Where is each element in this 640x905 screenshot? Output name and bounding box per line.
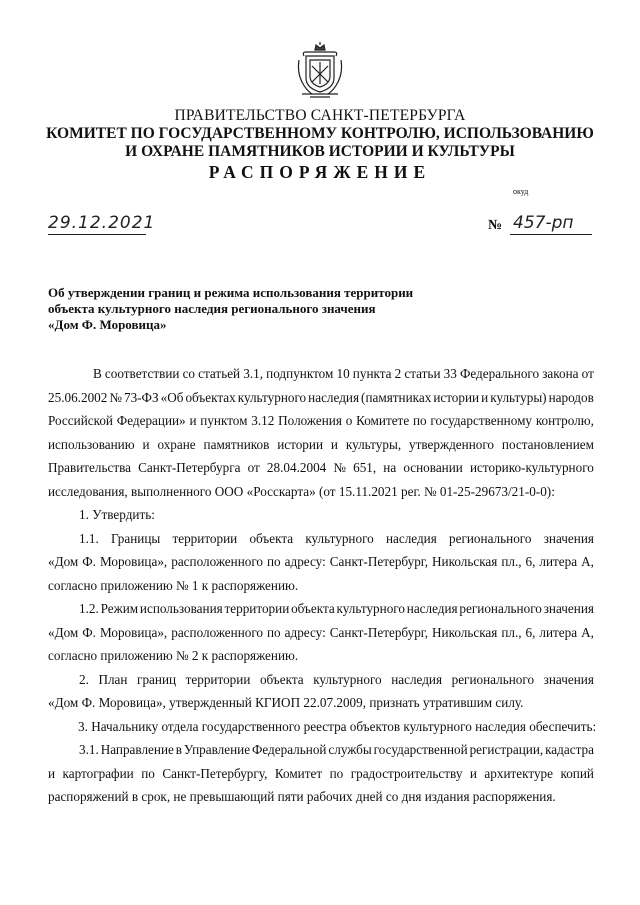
word: Комитете (356, 413, 410, 428)
word: истории (433, 389, 480, 405)
paragraph-3: 3. Начальнику отдела государственного реестра объектов культурного наследия обеспечить: (78, 718, 597, 734)
word: № (109, 389, 122, 405)
word: культурного (313, 671, 382, 687)
word: литера (539, 554, 578, 569)
word: границ (137, 671, 177, 687)
word: А, (581, 624, 594, 640)
word: статьи (404, 366, 441, 381)
paragraph-1-2 (48, 597, 594, 668)
word: значения (543, 601, 594, 616)
text-line: «Дом Ф. Моровица», утвержденный КГИОП 22.07.2009, признать утратившим силу. (48, 695, 524, 710)
word: копий (560, 765, 594, 781)
word: объектах (185, 389, 236, 405)
text-line (48, 668, 594, 692)
paragraph-1-1 (48, 527, 594, 598)
word: А, (581, 554, 594, 569)
word: регистрации, (469, 742, 544, 757)
word: Границы (110, 530, 161, 546)
word: 1.2. (79, 601, 99, 616)
word: объекта (259, 671, 304, 687)
subject-line: объекта культурного наследия регионального значения (48, 301, 376, 316)
word: от (581, 366, 594, 381)
word: 3.1, (243, 366, 264, 381)
word: по (141, 765, 155, 781)
word: Моровица», (99, 554, 168, 569)
word: народов (548, 389, 594, 405)
text-line: согласно приложению № 1 к распоряжению. (48, 577, 299, 593)
text-line (48, 738, 594, 762)
date-underline (48, 234, 146, 235)
word: объекта (249, 530, 294, 546)
word: и (330, 436, 338, 452)
text-line: распоряжений в срок, не превышающий пяти рабочих дней со дня издания распоряжения. (48, 789, 556, 804)
word: использования (139, 601, 223, 616)
word: (памятниках (361, 389, 432, 405)
word: пл., (501, 554, 522, 569)
word: «Об (160, 389, 184, 405)
word: территории (185, 671, 251, 687)
word: «Дом (48, 624, 79, 640)
word: Федерального (459, 366, 540, 381)
word: Санкт-Петербург, (329, 554, 429, 569)
word: расположенного (171, 624, 264, 640)
text-line: согласно приложению № 2 к распоряжению. (48, 648, 299, 663)
word: со (182, 366, 196, 381)
word: Ф. (82, 624, 96, 640)
word: архитектуре (484, 765, 553, 781)
paragraph-1: 1. Утвердить: (79, 507, 155, 522)
text-line (48, 409, 594, 433)
word: культуры, (345, 436, 402, 452)
word: по (267, 554, 281, 569)
subject-line: Об утверждении границ и режима использования территории (48, 285, 414, 300)
word: В (93, 366, 102, 381)
paragraph-3-1 (48, 738, 594, 809)
word: 2 (394, 366, 402, 381)
word: о (345, 413, 353, 428)
word: пункта (352, 366, 392, 381)
committee-title-line-1: КОМИТЕТ ПО ГОСУДАРСТВЕННОМУ КОНТРОЛЮ, ИСПОЛЬЗОВАНИЮ (46, 125, 594, 142)
word: Никольская (432, 624, 498, 640)
okud-label: окуд (513, 187, 529, 196)
word: Санкт-Петербурга (138, 460, 241, 475)
word: литера (539, 624, 578, 640)
word: значения (543, 671, 594, 687)
word: кадастра (545, 742, 594, 757)
word: 73-ФЗ (123, 389, 159, 405)
document-number (488, 213, 592, 237)
word: государственной (373, 742, 468, 757)
word: 651, (353, 460, 377, 475)
word: картографии (62, 765, 134, 781)
word: градостроительству (350, 765, 463, 781)
word: наследия (385, 530, 437, 546)
word: № (333, 460, 346, 475)
word: регионального (459, 601, 542, 616)
word: Федеральной (251, 742, 327, 757)
word: пл., (501, 624, 522, 640)
word: Положения (278, 413, 342, 428)
word: и (469, 765, 477, 781)
word: охране (157, 436, 196, 452)
word: по (329, 765, 344, 781)
word: основании (403, 460, 463, 475)
text-line (48, 362, 594, 386)
word: истории (277, 436, 324, 452)
word: закона (542, 366, 579, 381)
word: План (98, 671, 128, 687)
word: культурного (305, 530, 374, 546)
date-value: 29.12.2021 (48, 213, 156, 233)
word: 3.12 (251, 413, 275, 428)
word: культурного (336, 601, 405, 616)
word: статьей (198, 366, 241, 381)
word: памятников (203, 436, 270, 452)
word: культурного (237, 389, 307, 405)
word: Правительства (48, 460, 131, 475)
word: культуры) (490, 389, 547, 405)
government-title: ПРАВИТЕЛЬСТВО САНКТ-ПЕТЕРБУРГА (174, 107, 466, 124)
word: Управление (183, 742, 251, 757)
text-line (48, 621, 594, 645)
word: Моровица», (99, 624, 168, 640)
word: 1.1. (79, 530, 99, 546)
word: 6, (525, 624, 536, 640)
word: на (383, 460, 397, 475)
word: регионального (449, 530, 532, 546)
word: Ф. (82, 554, 96, 569)
text-line: исследования, выполненного ООО «Росскарта» (от 15.11.2021 рег. № 01-25-29673/21-0-0): (48, 483, 555, 499)
word: Федерации» (116, 413, 186, 428)
word: регионального (451, 671, 535, 687)
word: Никольская (432, 554, 498, 569)
word: и (142, 436, 150, 452)
word: 2. (79, 671, 89, 687)
text-line (48, 386, 594, 410)
paragraph-2 (48, 668, 594, 715)
word: Российской (48, 413, 113, 428)
word: территории (224, 601, 290, 616)
document-date (48, 213, 156, 237)
number-underline (510, 234, 592, 235)
word: «Дом (48, 554, 79, 569)
word: контролю, (535, 413, 594, 428)
word: в (175, 742, 182, 757)
word: адресу: (284, 554, 326, 569)
word: 6, (525, 554, 536, 569)
word: наследия (406, 601, 458, 616)
word: постановлением (501, 436, 594, 452)
paragraph-intro (48, 362, 594, 503)
word: Санкт-Петербург, (329, 624, 429, 640)
word: 3.1. (79, 742, 99, 757)
word: историко-культурного (469, 460, 594, 475)
word: адресу: (284, 624, 326, 640)
word: расположенного (171, 554, 264, 569)
word: значения (543, 530, 594, 546)
document-body (48, 362, 597, 809)
word: подпунктом (266, 366, 334, 381)
text-line (48, 433, 594, 457)
word: наследия (391, 671, 443, 687)
word: и (481, 389, 489, 405)
word: 33 (443, 366, 457, 381)
word: пунктом (200, 413, 248, 428)
word: объекта (291, 601, 335, 616)
word: Санкт-Петербургу, (162, 765, 268, 781)
word: государственному (430, 413, 533, 428)
committee-title (0, 125, 640, 161)
word: утвержденного (409, 436, 495, 452)
text-line (48, 597, 594, 621)
word: от (247, 460, 260, 475)
word: соответствии (104, 366, 180, 381)
word: использованию (48, 436, 135, 452)
text-line (48, 762, 594, 786)
word: по (412, 413, 427, 428)
number-sign: № (488, 218, 503, 233)
text-line (48, 550, 594, 574)
document-type-heading: РАСПОРЯЖЕНИЕ (208, 162, 432, 182)
coat-of-arms-emblem (296, 42, 344, 100)
word: службы (328, 742, 372, 757)
committee-title-line-2: И ОХРАНЕ ПАМЯТНИКОВ ИСТОРИИ И КУЛЬТУРЫ (125, 143, 515, 160)
number-value: 457-рп (513, 213, 574, 233)
word: Направление (100, 742, 174, 757)
word: 28.04.2004 (266, 460, 327, 475)
word: 10 (336, 366, 350, 381)
word: территории (172, 530, 238, 546)
word: Режим (100, 601, 139, 616)
word: наследия (308, 389, 360, 405)
word: по (267, 624, 281, 640)
document-subject (48, 285, 468, 333)
word: и (189, 413, 197, 428)
text-line (48, 527, 594, 551)
word: Комитет (274, 765, 323, 781)
word: 25.06.2002 (48, 389, 108, 405)
text-line (48, 456, 594, 480)
subject-line: «Дом Ф. Моровица» (48, 317, 167, 332)
word: и (48, 765, 56, 781)
